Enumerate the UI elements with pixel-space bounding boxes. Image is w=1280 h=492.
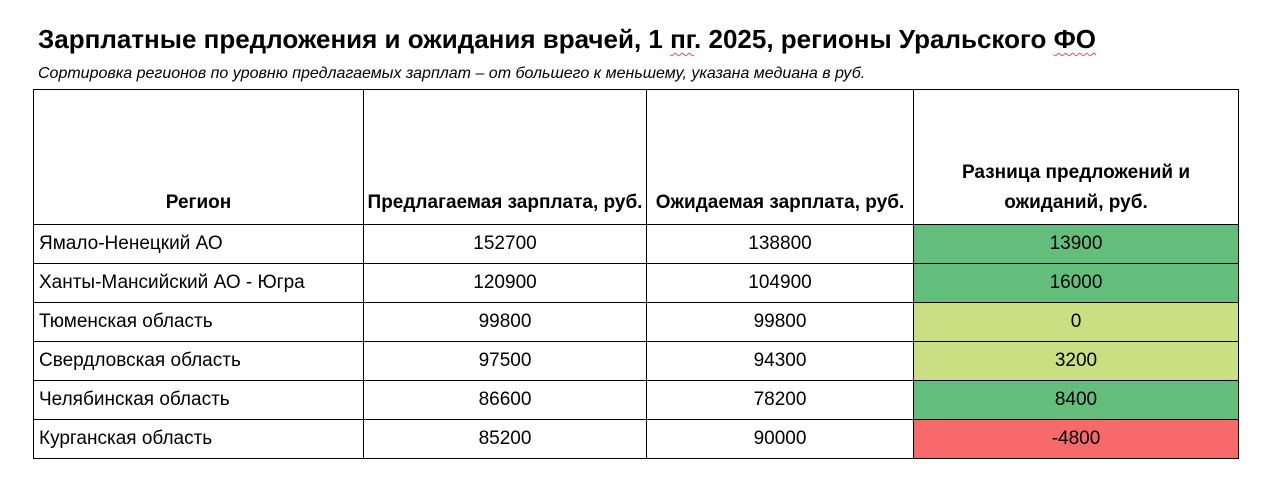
title-text-middle: . 2025, регионы Уральского <box>694 24 1054 54</box>
difference-cell: 8400 <box>914 381 1239 420</box>
salary-table <box>33 89 1239 459</box>
region-cell: Курганская область <box>34 420 364 459</box>
offered-cell: 97500 <box>364 342 647 381</box>
table-row <box>34 225 1239 264</box>
header-region: Регион <box>34 90 364 225</box>
title-spellcheck-word-2: ФО <box>1053 24 1096 54</box>
offered-cell: 85200 <box>364 420 647 459</box>
title-text-start: Зарплатные предложения и ожидания врачей, 1 <box>38 24 671 54</box>
header-offered: Предлагаемая зарплата, руб. <box>364 90 647 225</box>
region-cell: Челябинская область <box>34 381 364 420</box>
offered-cell: 99800 <box>364 303 647 342</box>
table-row <box>34 420 1239 459</box>
expected-cell: 138800 <box>647 225 914 264</box>
table-row <box>34 303 1239 342</box>
difference-cell: 13900 <box>914 225 1239 264</box>
header-expected: Ожидаемая зарплата, руб. <box>647 90 914 225</box>
expected-cell: 90000 <box>647 420 914 459</box>
page-subtitle: Сортировка регионов по уровню предлагаемых зарплат – от большего к меньшему, указана медиана в руб. <box>38 65 866 82</box>
expected-cell: 104900 <box>647 264 914 303</box>
table-row <box>34 342 1239 381</box>
header-difference: Разница предложений и ожиданий, руб. <box>914 90 1239 225</box>
region-cell: Ямало-Ненецкий АО <box>34 225 364 264</box>
expected-cell: 99800 <box>647 303 914 342</box>
table-header-row <box>34 90 1239 225</box>
table-row <box>34 381 1239 420</box>
difference-cell: 0 <box>914 303 1239 342</box>
difference-cell: 3200 <box>914 342 1239 381</box>
region-cell: Тюменская область <box>34 303 364 342</box>
expected-cell: 78200 <box>647 381 914 420</box>
offered-cell: 152700 <box>364 225 647 264</box>
expected-cell: 94300 <box>647 342 914 381</box>
offered-cell: 120900 <box>364 264 647 303</box>
offered-cell: 86600 <box>364 381 647 420</box>
difference-cell: 16000 <box>914 264 1239 303</box>
region-cell: Свердловская область <box>34 342 364 381</box>
page-title <box>38 24 1096 55</box>
region-cell: Ханты-Мансийский АО - Югра <box>34 264 364 303</box>
difference-cell: -4800 <box>914 420 1239 459</box>
table-row <box>34 264 1239 303</box>
title-spellcheck-word: пг <box>670 24 695 54</box>
